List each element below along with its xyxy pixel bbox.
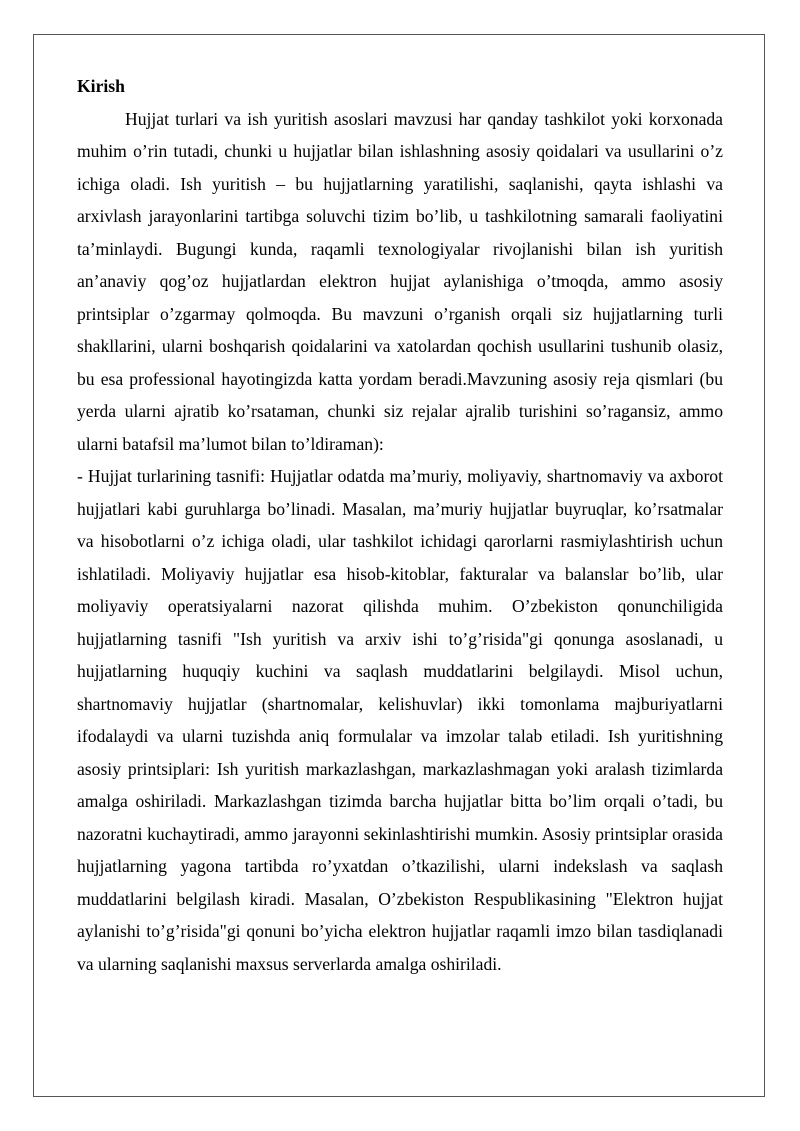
section-heading: Kirish <box>77 76 125 96</box>
intro-paragraph: Hujjat turlari va ish yuritish asoslari mavzusi har qanday tashkilot yoki korxonada muhim o’rin tutadi, chunki u hujjatlar bilan ishlashning asosiy qoidalari va usullarini o’z ichiga oladi. Ish yuritish – bu hujjatlarning yaratilishi, saqlanishi, qayta ishlashi va arxivlash jarayonlarini tartibga soluvchi tizim bo’lib, u tashkilotning samarali faoliyatini ta’minlaydi. Bugungi kunda, raqamli texnologiyalar rivojlanishi bilan ish yuritish an’anaviy qog’oz hujjatlardan elektron hujjat aylanishiga o’tmoqda, ammo asosiy printsiplar o’zgarmay qolmoqda. Bu mavzuni o’rganish orqali siz hujjatlarning turli shakllarini, ularni boshqarish qoidalarini va xatolardan qochish usullarini tushunib olasiz, bu esa professional hayotingizda katta yordam beradi.Mavzuning asosiy reja qismlari (bu yerda ularni ajratib ko’rsataman, chunki siz rejalar ajralib turishini so’ragansiz, ammo ularni batafsil ma’lumot bilan to’ldiraman): <box>77 108 723 454</box>
document-body <box>77 70 723 980</box>
body-paragraph: - Hujjat turlarining tasnifi: Hujjatlar odatda ma’muriy, moliyaviy, shartnomaviy va axborot hujjatlari kabi guruhlarga bo’linadi. Masalan, ma’muriy hujjatlar buyruqlar, ko’rsatmalar va hisobotlarni o’z ichiga oladi, ular tashkilot ichidagi qarorlarni rasmiylashtirish uchun ishlatiladi. Moliyaviy hujjatlar esa hisob-kitoblar, fakturalar va balanslar bo’lib, ular moliyaviy operatsiyalarni nazorat qilishda muhim. O’zbekiston qonunchiligida hujjatlarning tasnifi "Ish yuritish va arxiv ishi to’g’risida"gi qonunga asoslanadi, u hujjatlarning huquqiy kuchini va saqlash muddatlarini belgilaydi. Misol uchun, shartnomaviy hujjatlar (shartnomalar, kelishuvlar) ikki tomonlama majburiyatlarni ifodalaydi va ularni tuzishda aniq formulalar va imzolar talab etiladi. Ish yuritishning asosiy printsiplari: Ish yuritish markazlashgan, markazlashmagan yoki aralash tizimlarda amalga oshiriladi. Markazlashgan tizimda barcha hujjatlar bitta bo’lim orqali o’tadi, bu nazoratni kuchaytiradi, ammo jarayonni sekinlashtirishi mumkin. Asosiy printsiplar orasida hujjatlarning yagona tartibda ro’yxatdan o’tkazilishi, ularni indekslash va saqlash muddatlarini belgilash kiradi. Masalan, O’zbekiston Respublikasining "Elektron hujjat aylanishi to’g’risida"gi qonuni bo’yicha elektron hujjatlar raqamli imzo bilan tasdiqlanadi va ularning saqlanishi maxsus serverlarda amalga oshiriladi. <box>77 466 723 974</box>
